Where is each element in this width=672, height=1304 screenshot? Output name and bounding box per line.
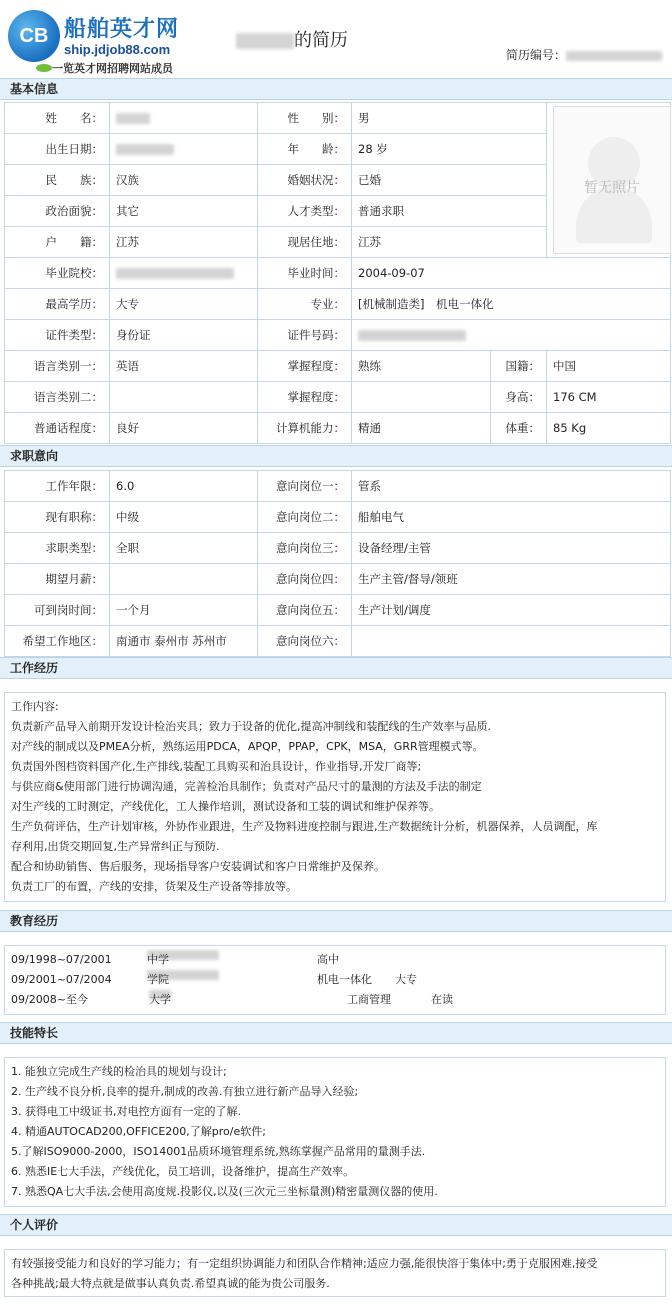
- value-job-6: [352, 626, 671, 657]
- value-talent: 普通求职: [352, 196, 547, 227]
- skill-line: 1. 能独立完成生产线的检治具的规划与设计;: [11, 1065, 227, 1078]
- value-grad-time: 2004-09-07: [352, 258, 671, 289]
- skill-line: 4. 精通AUTOCAD200,OFFICE200,了解pro/e软件;: [11, 1125, 266, 1138]
- evaluation-line: 有较强接受能力和良好的学习能力；有一定组织协调能力和团队合作精神;适应力强,能很快溶于集体中;勇于克服困难,接受: [11, 1257, 598, 1270]
- label-age: 年 龄：: [258, 134, 352, 165]
- section-skills: 技能特长: [0, 1022, 672, 1044]
- label-marital: 婚姻状况：: [258, 165, 352, 196]
- label-work-years: 工作年限：: [5, 471, 110, 502]
- value-job-1: 管系: [352, 471, 671, 502]
- label-job-4: 意向岗位四：: [258, 564, 352, 595]
- header: [0, 0, 672, 78]
- edu-major: 高中: [317, 953, 339, 966]
- value-job-3: 设备经理/主管: [352, 533, 671, 564]
- label-school: 毕业院校：: [5, 258, 110, 289]
- skill-line: 6. 熟悉IE七大手法，产线优化，员工培训，设备维护，提高生产效率。: [11, 1165, 355, 1178]
- edu-period: 09/2008~至今: [11, 993, 88, 1006]
- education-row: 09/2001~07/2004 学院 机电一体化 大专: [11, 970, 659, 990]
- value-lang2: [110, 382, 258, 413]
- label-id-type: 证件类型：: [5, 320, 110, 351]
- basic-info-table: [4, 102, 671, 444]
- value-gender: 男: [352, 103, 547, 134]
- label-job-type: 求职类型：: [5, 533, 110, 564]
- label-major: 专业：: [258, 289, 352, 320]
- label-mandarin: 普通话程度：: [5, 413, 110, 444]
- label-gender: 性 别：: [258, 103, 352, 134]
- work-line: 对产线的制成以及PMEA分析，熟练运用PDCA，APQP，PPAP，CPK，MSA，GRR管理模式等。: [11, 740, 484, 753]
- value-hukou: 江苏: [110, 227, 258, 258]
- label-talent: 人才类型：: [258, 196, 352, 227]
- work-content: [4, 692, 666, 902]
- work-line: 生产负荷评估，生产计划审核，外协作业跟进，生产及物料进度控制与跟进,生产数据统计分析，机器保养，人员调配，库: [11, 820, 598, 833]
- resume-title: [236, 26, 348, 52]
- label-political: 政治面貌：: [5, 196, 110, 227]
- value-political: 其它: [110, 196, 258, 227]
- value-birth: [110, 134, 258, 165]
- value-major: [机械制造类] 机电一体化: [352, 289, 671, 320]
- skill-line: 5.了解ISO9000-2000，ISO14001品质环境管理系统,熟练掌握产品常用的量测手法.: [11, 1145, 426, 1158]
- value-level2: [352, 382, 491, 413]
- value-age: 28 岁: [352, 134, 547, 165]
- evaluation-content: [4, 1249, 666, 1297]
- label-job-1: 意向岗位一：: [258, 471, 352, 502]
- skill-line: 3. 获得电工中级证书,对电控方面有一定的了解.: [11, 1105, 241, 1118]
- label-job-2: 意向岗位二：: [258, 502, 352, 533]
- education-content: [4, 945, 666, 1015]
- value-job-5: 生产计划/调度: [352, 595, 671, 626]
- label-job-6: 意向岗位六：: [258, 626, 352, 657]
- section-evaluation: 个人评价: [0, 1214, 672, 1236]
- value-job-4: 生产主管/督导/领班: [352, 564, 671, 595]
- skills-content: [4, 1057, 666, 1207]
- evaluation-line: 各种挑战;最大特点就是做事认真负责.希望真诚的能为贵公司服务.: [11, 1277, 330, 1290]
- job-intent-table: [4, 470, 671, 657]
- skill-line: 7. 熟悉QA七大手法,会使用高度规.投影仪,以及(三次元三坐标量测)精密量测仪器的使用.: [11, 1185, 438, 1198]
- edu-degree: 大专: [395, 973, 417, 986]
- work-line: 负责国外图档资料国产化,生产排线,装配工具购买和治具设计，作业指导,开发厂商等;: [11, 760, 422, 773]
- value-id-type: 身份证: [110, 320, 258, 351]
- edu-period: 09/1998~07/2001: [11, 953, 112, 966]
- value-lang1: 英语: [110, 351, 258, 382]
- resume-number: [506, 46, 662, 63]
- edu-major: 工商管理: [347, 993, 391, 1006]
- photo-cell: [547, 103, 671, 258]
- value-residence: 江苏: [352, 227, 547, 258]
- value-height: 176 CM: [547, 382, 671, 413]
- label-title: 现有职称：: [5, 502, 110, 533]
- logo-url: ship.jdjob88.com: [64, 42, 171, 57]
- label-level1: 掌握程度：: [258, 351, 352, 382]
- label-grad-time: 毕业时间：: [258, 258, 352, 289]
- education-row: 09/1998~07/2001 中学 高中: [11, 950, 659, 970]
- edu-major: 机电一体化: [317, 973, 372, 986]
- value-name: [110, 103, 258, 134]
- value-work-years: 6.0: [110, 471, 258, 502]
- title-suffix: 的简历: [294, 30, 348, 51]
- edu-period: 09/2001~07/2004: [11, 973, 112, 986]
- value-school: [110, 258, 258, 289]
- value-computer: 精通: [352, 413, 491, 444]
- value-salary: [110, 564, 258, 595]
- value-degree: 大专: [110, 289, 258, 320]
- logo-slogan: 一览英才网招聘网站成员: [52, 62, 173, 75]
- label-degree: 最高学历：: [5, 289, 110, 320]
- label-residence: 现居住地：: [258, 227, 352, 258]
- value-id-no: [352, 320, 671, 351]
- value-title: 中级: [110, 502, 258, 533]
- photo-text: 暂无照片: [584, 180, 640, 196]
- label-region: 希望工作地区：: [5, 626, 110, 657]
- section-job-intent: 求职意向: [0, 445, 672, 467]
- profile-photo-placeholder: [553, 106, 671, 254]
- work-line: 工作内容:: [11, 700, 59, 713]
- label-lang1: 语言类别一：: [5, 351, 110, 382]
- label-ethnic: 民 族：: [5, 165, 110, 196]
- logo-emblem: CB: [8, 10, 60, 62]
- work-line: 负责新产品导入前期开发设计检治夹具；致力于设备的优化,提高冲制线和装配线的生产效率与品质.: [11, 720, 491, 733]
- skill-line: 2. 生产线不良分析,良率的提升,制成的改善.有独立进行新产品导入经验;: [11, 1085, 359, 1098]
- value-level1: 熟练: [352, 351, 491, 382]
- label-level2: 掌握程度：: [258, 382, 352, 413]
- value-nation: 中国: [547, 351, 671, 382]
- value-weight: 85 Kg: [547, 413, 671, 444]
- label-available: 可到岗时间：: [5, 595, 110, 626]
- label-lang2: 语言类别二：: [5, 382, 110, 413]
- label-height: 身高：: [491, 382, 547, 413]
- label-id-no: 证件号码：: [258, 320, 352, 351]
- work-line: 负责工厂的布置，产线的安排，货架及生产设备等排放等。: [11, 880, 297, 893]
- value-ethnic: 汉族: [110, 165, 258, 196]
- section-basic-info: 基本信息: [0, 78, 672, 100]
- resume-no-label: 简历编号：: [506, 48, 567, 62]
- label-job-5: 意向岗位五：: [258, 595, 352, 626]
- redacted-resume-no: [566, 51, 662, 61]
- label-nation: 国籍：: [491, 351, 547, 382]
- value-job-type: 全职: [110, 533, 258, 564]
- label-weight: 体重：: [491, 413, 547, 444]
- site-logo[interactable]: [8, 8, 208, 75]
- section-work: 工作经历: [0, 657, 672, 679]
- logo-name: 船舶英才网: [64, 17, 180, 42]
- label-birth: 出生日期：: [5, 134, 110, 165]
- edu-degree: 在读: [431, 993, 453, 1006]
- work-line: 配合和协助销售、售后服务，现场指导客户安装调试和客户日常维护及保养。: [11, 860, 385, 873]
- section-education: 教育经历: [0, 910, 672, 932]
- work-line: 存利用,出货交期回复,生产异常纠正与预防.: [11, 840, 220, 853]
- label-computer: 计算机能力：: [258, 413, 352, 444]
- label-hukou: 户 籍：: [5, 227, 110, 258]
- swoosh-icon: [36, 64, 52, 72]
- value-job-2: 船舶电气: [352, 502, 671, 533]
- value-region: 南通市 泰州市 苏州市: [110, 626, 258, 657]
- label-salary: 期望月薪：: [5, 564, 110, 595]
- label-name: 姓 名：: [5, 103, 110, 134]
- label-job-3: 意向岗位三：: [258, 533, 352, 564]
- value-available: 一个月: [110, 595, 258, 626]
- work-line: 与供应商&使用部门进行协调沟通，完善检治具制作；负责对产品尺寸的量测的方法及手法的制定: [11, 780, 482, 793]
- education-row: 09/2008~至今 大学 工商管理 在读: [11, 990, 659, 1010]
- value-marital: 已婚: [352, 165, 547, 196]
- redacted-name: [236, 33, 294, 49]
- work-line: 对生产线的工时测定，产线优化，工人操作培训，测试设备和工装的调试和维护保养等。: [11, 800, 440, 813]
- value-mandarin: 良好: [110, 413, 258, 444]
